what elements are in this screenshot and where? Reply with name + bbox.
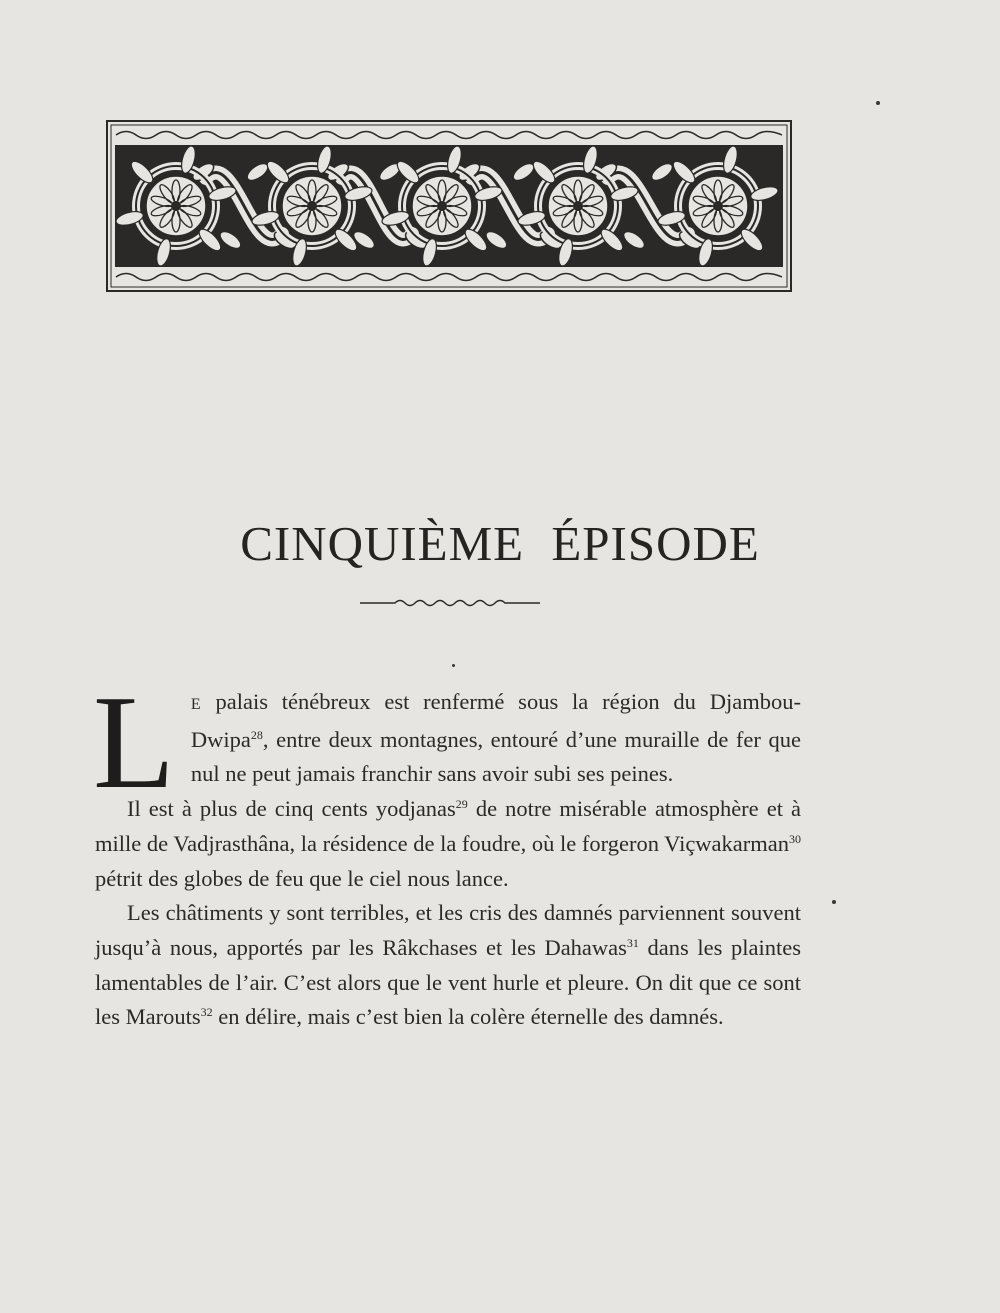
paragraph-text: pétrit des globes de feu que le ciel nous lance. <box>95 865 509 891</box>
paper-speck <box>876 101 880 105</box>
paragraph-text: palais ténébreux est renfermé sous la région du Djambou-Dwipa <box>190 689 801 752</box>
paper-speck <box>832 900 836 904</box>
paragraph-text: dans les plaintes lamentables de l’air. C’est alors que le vent hurle et pleure. On dit que ce sont les Marouts <box>95 934 801 1030</box>
title-rule <box>360 594 540 612</box>
squiggle-rule-icon <box>360 594 540 612</box>
paragraph-text: en délire, mais c’est bien la colère éternelle des damnés. <box>212 1004 724 1030</box>
drop-cap: L <box>93 668 175 816</box>
footnote-ref: 28 <box>250 727 263 742</box>
footnote-ref: 32 <box>200 1005 213 1020</box>
paragraph-3 <box>95 896 801 1035</box>
footnote-ref: 31 <box>626 935 639 950</box>
paper-speck <box>452 664 455 667</box>
paragraph-text: Il est à plus de cinq cents yodjanas <box>127 796 456 822</box>
chapter-title: CINQUIÈME ÉPISODE <box>240 516 760 571</box>
acanthus-ornament-icon <box>106 120 792 292</box>
paragraph-2 <box>95 792 801 896</box>
paragraph-text: , entre deux montagnes, entouré d’une muraille de fer que nul ne peut jamais franchir sans avoir subi ses peines. <box>190 726 801 787</box>
footnote-ref: 29 <box>455 797 468 812</box>
paragraph-text: Les châtiments y sont terribles, et les cris des damnés parviennent souvent jusqu’à nous, apportés par les Râkchases et les Dahawas <box>95 900 801 960</box>
paragraph-text: de notre misérable atmosphère et à mille de Vadjrasthâna, la résidence de la foudre, où le forgeron Viçwakarman <box>95 796 801 856</box>
footnote-ref: 30 <box>789 831 802 846</box>
lead-letter: E <box>190 696 202 713</box>
decorative-headpiece <box>106 120 792 292</box>
body-text <box>93 668 802 1035</box>
